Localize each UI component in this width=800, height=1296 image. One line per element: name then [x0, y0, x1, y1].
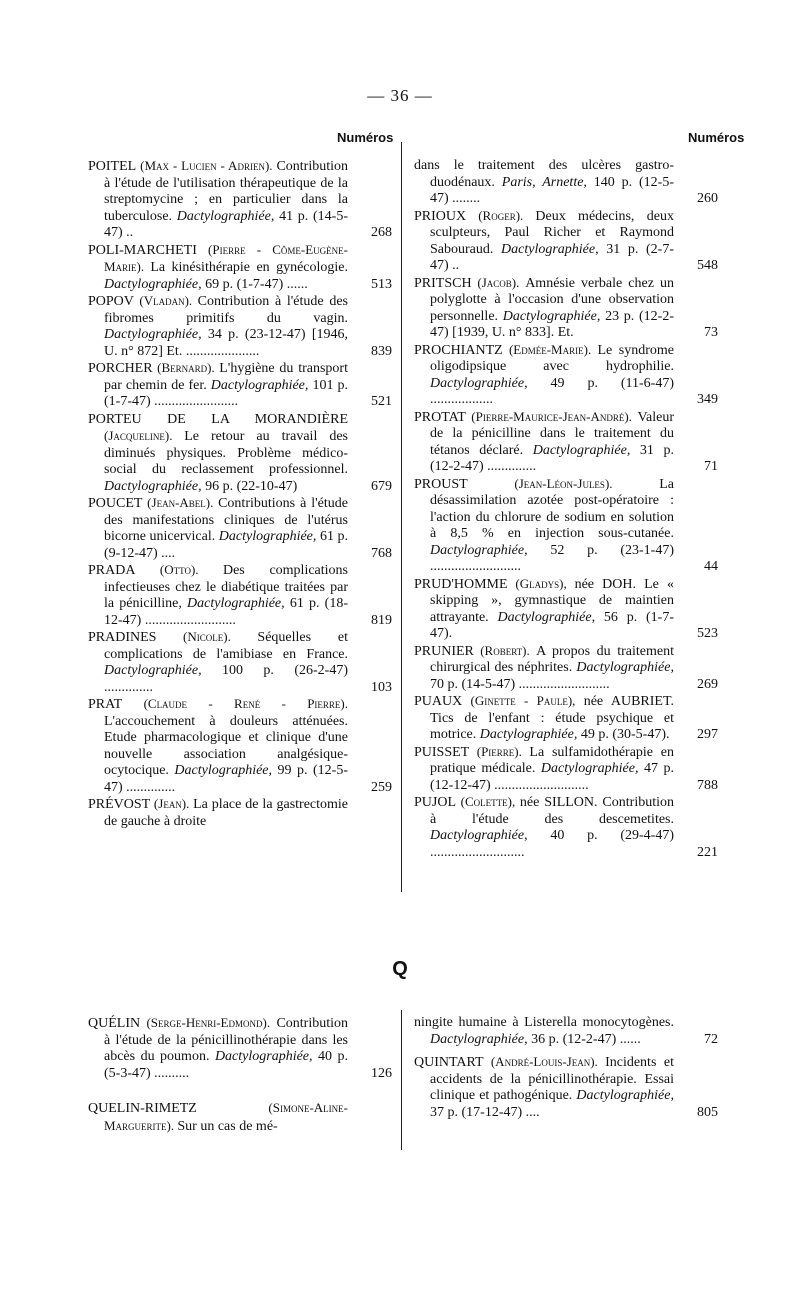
entry-text: Contribution à l'étude de la pénicillinothérapie dans les abcès du poumon. — [104, 1016, 348, 1064]
author-surname: PRIOUX — [414, 208, 467, 224]
entry-text: La sulfamidothérapie en pratique médicale. — [430, 744, 674, 776]
author-given-names: (Roger). — [466, 207, 536, 223]
entry-number: 679 — [371, 478, 392, 494]
entry-text: Amnésie verbale chez un polyglotte à l'occasion d'une observation personnelle. — [430, 275, 674, 324]
journal-name: Dactylographiée, — [104, 663, 202, 678]
author-given-names: (André-Louis-Jean). — [483, 1054, 606, 1069]
bibliography-entry — [88, 360, 392, 411]
author-given-names: (Jean-Léon-Jules). — [467, 475, 660, 491]
bibliography-entry — [88, 293, 392, 360]
author-surname: PUISSET — [414, 744, 470, 760]
journal-name: Dactylographiée, — [430, 542, 528, 558]
column-divider-top — [401, 142, 402, 892]
author-given-names: (Otto). — [135, 562, 223, 577]
bottom-right-column — [414, 1015, 718, 1121]
entry-details: 100 p. (26-2-47) .............. — [104, 663, 348, 695]
entry-number: 126 — [371, 1065, 392, 1081]
bibliography-entry — [88, 495, 392, 562]
entry-text: A propos du traitement chirurgical des néphrites. — [430, 643, 675, 675]
bibliography-entry — [414, 744, 718, 795]
journal-name: Dactylographiée, — [176, 208, 275, 224]
author-given-names: (Nicole). — [156, 629, 258, 644]
top-right-column — [414, 158, 718, 861]
entry-text: La kinésithérapie en gynécologie. — [150, 260, 348, 275]
bibliography-entry — [414, 576, 718, 643]
author-given-names: (Vladan). — [133, 293, 198, 308]
journal-name: Dactylographiée, — [430, 1031, 528, 1047]
bibliography-entry — [88, 1100, 392, 1135]
bottom-left-column — [88, 1015, 392, 1135]
entry-text: La place de la gastrectomie de gauche à droite — [104, 797, 349, 829]
entry-number: 839 — [371, 343, 392, 359]
bibliography-entry — [88, 796, 392, 830]
entry-text: L'accouchement à douleurs atténuées. Etude pharmacologique et clinique d'une nouvelle association analgésique-ocytocique. — [104, 713, 348, 778]
entry-details: 34 p. (23-12-47) [1946, U. n° 872] Et. ..................... — [104, 327, 348, 359]
journal-name: Dactylographiée, — [210, 377, 309, 393]
entry-details: 49 p. (11-6-47) .................. — [430, 375, 674, 407]
journal-name: Dactylographiée, — [479, 727, 578, 742]
entry-details: 96 p. (22-10-47) — [201, 478, 298, 494]
author-surname: PROTAT — [414, 409, 466, 425]
entry-details: 70 p. (14-5-47) .......................... — [430, 676, 610, 692]
author-given-names: (Serge-Henri-Edmond). — [140, 1015, 277, 1030]
entry-details: 99 p. (12-5-47) .............. — [104, 763, 348, 795]
entry-details: 69 p. (1-7-47) ...... — [201, 276, 308, 292]
author-surname: PRAT — [88, 697, 123, 712]
entry-number: 521 — [371, 394, 392, 409]
column-divider-bottom — [401, 1010, 402, 1150]
entry-details: 31 p. (2-7-47) .. — [430, 241, 674, 273]
author-surname: POLI-MARCHETI — [88, 242, 197, 258]
journal-name: Dactylographiée, — [497, 609, 596, 625]
author-surname: PUAUX — [414, 694, 463, 709]
author-surname: POITEL — [88, 159, 137, 174]
entry-number: 297 — [697, 727, 718, 742]
entry-details: 52 p. (23-1-47) .......................... — [430, 542, 674, 574]
entry-number: 72 — [704, 1031, 718, 1047]
author-given-names: (Pierre). — [469, 743, 530, 759]
journal-name: Dactylographiée, — [540, 761, 639, 776]
entry-details: 61 p. (18-12-47) .......................... — [104, 596, 348, 628]
entry-details: 47 p. (12-12-47) ........................... — [430, 761, 674, 793]
page-number: — 36 — — [367, 86, 433, 105]
author-given-names: (Gladys), — [507, 575, 575, 591]
section-letter: Q — [392, 958, 408, 980]
author-surname: PRUNIER — [414, 643, 474, 659]
entry-number: 819 — [371, 612, 392, 628]
author-surname: POUCET — [88, 496, 143, 511]
author-given-names: (Claude - René - Pierre). — [122, 696, 348, 711]
entry-text: Le syndrome oligodipsique avec hydrophilie. — [430, 342, 675, 374]
journal-name: Dactylographiée, — [502, 308, 601, 324]
author-given-names: (Pierre-Maurice-Jean-André). — [465, 408, 638, 424]
entry-number: 513 — [371, 276, 392, 292]
journal-name: Dactylographiée, — [218, 529, 317, 544]
entry-details: 23 p. (12-2-47) [1939, U. n° 833]. Et. — [430, 308, 674, 340]
author-given-names: (Bernard). — [152, 360, 220, 375]
entry-number: 523 — [697, 626, 718, 641]
author-given-names: (Colette), — [456, 794, 520, 809]
entry-details: 49 p. (30-5-47). — [577, 727, 670, 742]
author-given-names: (Simone-Aline-Marguerite). — [104, 1100, 348, 1133]
entry-number: 259 — [371, 779, 392, 795]
entry-details: 56 p. (1-7-47). — [430, 609, 674, 641]
journal-name: Dactylographiée, — [430, 375, 528, 391]
entry-number: 103 — [371, 679, 392, 695]
entry-text: L'hygiène du transport par chemin de fer. — [104, 361, 348, 393]
entry-number: 269 — [697, 676, 718, 692]
author-given-names: (Jean). — [150, 796, 194, 811]
author-surname: QUÉLIN — [88, 1016, 141, 1031]
entry-details: 40 p. (29-4-47) ........................... — [430, 828, 674, 860]
journal-name: Dactylographiée, — [532, 442, 631, 458]
entry-number: 768 — [371, 545, 392, 561]
entry-number: 71 — [704, 459, 718, 474]
entry-number: 221 — [697, 844, 718, 860]
entry-number: 268 — [371, 225, 392, 240]
entry-text: née SILLON. Contribution à l'étude des descemetites. — [430, 795, 674, 827]
entry-number: 44 — [704, 559, 718, 574]
bibliography-entry — [414, 342, 718, 409]
author-surname: PROUST — [414, 476, 468, 492]
entry-number: 788 — [697, 777, 718, 793]
bibliography-entry — [88, 1015, 392, 1082]
entry-text: née AUBRIET. Tics de l'enfant : étude psychique et motrice. — [430, 694, 674, 742]
bibliography-entry — [414, 158, 718, 208]
entry-number: 349 — [697, 392, 718, 407]
entry-details: 31 p. (12-2-47) .............. — [430, 442, 674, 474]
entry-text: Deux médecins, deux sculpteurs, Paul Richer et Raymond Sabouraud. — [430, 208, 674, 257]
bibliography-entry — [414, 1015, 718, 1048]
entry-text: La désassimilation azotée post-opératoire : l'action du chlorure de sodium en solution à 8,5 % en injection sous-cutanée. — [430, 476, 674, 541]
author-given-names: (Max - Lucien - Adrien). — [136, 158, 277, 173]
bibliography-entry — [414, 409, 718, 476]
entry-details: 61 p. (9-12-47) .... — [104, 529, 349, 561]
author-given-names: (Edmée-Marie). — [502, 341, 598, 357]
journal-name: Paris, Arnette, — [501, 174, 587, 190]
journal-name: Dactylographiée, — [501, 241, 599, 257]
author-surname: QUELIN-RIMETZ — [88, 1101, 197, 1116]
bibliography-entry — [414, 693, 718, 744]
entry-details: 36 p. (12-2-47) ...... — [527, 1031, 641, 1047]
author-given-names: (Pierre - Côme-Eugène-Marie). — [104, 241, 348, 274]
author-surname: PRADINES — [88, 630, 157, 645]
entry-text: Sur un cas de mé- — [177, 1118, 278, 1134]
author-surname: PORCHER — [88, 361, 153, 376]
author-given-names: (Ginette - Paule), — [462, 693, 584, 708]
entry-text: dans le traitement des ulcères gastro-duodénaux. — [414, 158, 674, 190]
author-surname: PROCHIANTZ — [414, 342, 503, 358]
bibliography-entry — [414, 476, 718, 576]
bibliography-entry — [88, 242, 392, 294]
author-surname: POPOV — [88, 294, 134, 309]
entry-text: ningite humaine à Listerella monocytogènes. — [414, 1015, 674, 1030]
entry-number: 805 — [697, 1104, 718, 1120]
author-surname: PRITSCH — [414, 275, 472, 291]
author-surname: PUJOL — [414, 795, 457, 810]
bibliography-entry — [88, 158, 392, 242]
entry-text: Contributions à l'étude des manifestations cliniques de l'utérus bicorne unicervical. — [104, 496, 348, 544]
journal-name: Dactylographiée, — [104, 478, 202, 494]
entry-details: 40 p. (5-3-47) .......... — [104, 1049, 348, 1081]
journal-name: Dactylographiée, — [576, 660, 674, 675]
entry-text: Séquelles et complications de l'amibiase en France. — [104, 630, 348, 662]
entry-details: 101 p. (1-7-47) ........................ — [104, 377, 349, 409]
entry-text: Le retour au travail des diminués physiques. Problème médico-social du reclassement professionnel. — [104, 429, 348, 477]
author-given-names: (Jean-Abel). — [142, 495, 219, 510]
entry-number: 73 — [704, 325, 718, 340]
journal-name: Dactylographiée, — [104, 327, 202, 342]
author-surname: QUINTART — [414, 1055, 484, 1070]
bibliography-entry — [88, 629, 392, 696]
entry-number: 260 — [697, 191, 718, 206]
journal-name: Dactylographiée, — [104, 276, 202, 292]
bibliography-entry — [414, 794, 718, 861]
author-surname: PRUD'HOMME — [414, 576, 508, 592]
entry-number: 548 — [697, 258, 718, 273]
bibliography-entry — [88, 411, 392, 496]
bibliography-entry — [88, 696, 392, 796]
journal-name: Dactylographiée, — [576, 1088, 674, 1103]
entry-text: née DOH. Le « skipping », gymnastique de maintien attrayante. — [430, 576, 674, 625]
entry-details: 140 p. (12-5-47) ........ — [430, 174, 674, 206]
journal-name: Dactylographiée, — [214, 1049, 313, 1064]
column-header-right: Numéros — [688, 130, 745, 145]
entry-details: 41 p. (14-5-47) .. — [104, 208, 348, 240]
bibliography-entry — [414, 275, 718, 342]
author-surname: PRÉVOST — [88, 797, 151, 812]
column-header-left: Numéros — [337, 130, 394, 145]
author-given-names: (Jacob). — [471, 274, 526, 290]
journal-name: Dactylographiée, — [174, 763, 273, 778]
entry-text: Contribution à l'étude des fibromes primitifs du vagin. — [104, 294, 348, 326]
bibliography-entry — [88, 562, 392, 629]
top-left-column — [88, 158, 392, 830]
journal-name: Dactylographiée, — [430, 828, 528, 843]
journal-name: Dactylographiée, — [187, 596, 285, 611]
author-surname: PORTEU DE LA MORANDIÈRE — [88, 411, 348, 427]
entry-text: Des complications infectieuses chez le diabétique traitées par la pénicilline, — [104, 563, 348, 611]
author-given-names: (Robert). — [473, 642, 537, 658]
entry-text: Contribution à l'étude de l'utilisation thérapeutique de la streptomycine ; en particulier dans la tuberculose. — [104, 159, 348, 224]
entry-details: 37 p. (17-12-47) .... — [430, 1104, 540, 1120]
entry-text: Valeur de la pénicilline dans le traitement du tétanos déclaré. — [430, 409, 674, 458]
bibliography-entry — [414, 643, 718, 694]
bibliography-entry — [414, 208, 718, 275]
bibliography-entry — [414, 1054, 718, 1121]
entry-text: Incidents et accidents de la pénicillinothérapie. Essai clinique et pathogénique. — [430, 1055, 675, 1103]
author-surname: PRADA — [88, 563, 136, 578]
author-given-names: (Jacqueline). — [104, 428, 185, 443]
